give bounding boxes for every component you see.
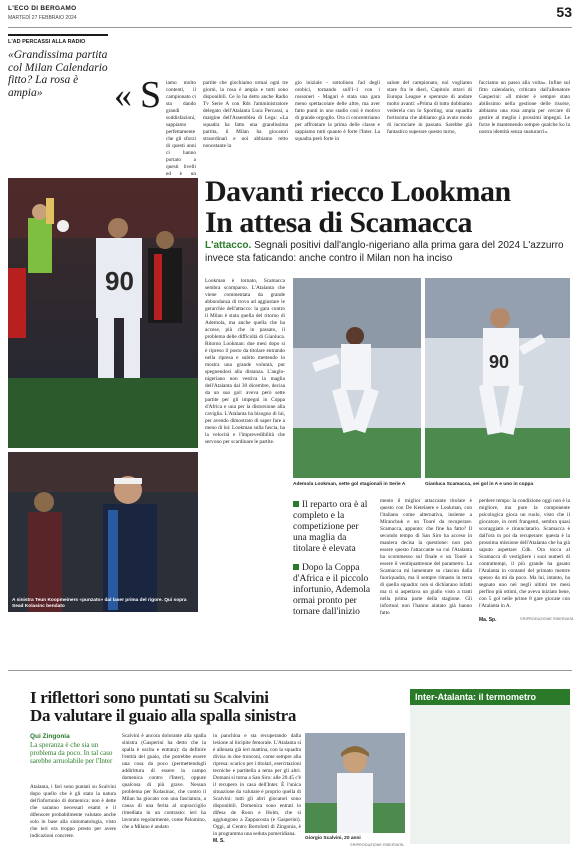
kolasinac-photo <box>8 452 198 612</box>
scalvini-photo-illustration <box>305 733 405 833</box>
bottom-byline: Qui Zingonia <box>30 733 70 740</box>
scalvini-photo <box>305 733 405 833</box>
standfirst <box>205 240 570 265</box>
bottom-headline <box>30 689 300 725</box>
pullquote-2 <box>293 563 373 618</box>
main-column-3: mento il miglior attaccante titolare è questo con De Ketelaere e Lookman, con l'italiano come alternativa, insieme a Miranchuk e un Touré da recuperare. Scamacca, appunto: che fine ha fatto? Il secondo tempo di San Siro ha acceso in maniera decisa la questione: non può essere questo l'attaccante su cui l'Atalanta ha scommesso sul finale e un Touré a essere il ventiquattrenne del parametro. La Scamacca mi lamentare su ciascun dalla fuoriquadra, ma il sempre rimasto in terra di quella squadra: non si dichiarano infatti ma ci si aspettava un giallo visto a tratti nella prima parte della stagione. Gli infortuni non l'hanno aiutato già hanno fatto <box>380 498 472 616</box>
main-headline-line-2: In attesa di Scamacca <box>205 206 472 239</box>
scalvini-caption: Giorgio Scalvini, 20 anni <box>305 836 361 841</box>
radio-sidebar <box>8 34 108 169</box>
match-preview-title: Inter-Atalanta: il termometro <box>410 689 570 705</box>
radio-column-5: facciamo un passo alla volta». Infine sul fitto calendario, criticato dall'allenatore Gasperini: «Il mister è sempre stato abilissimo nella gestione delle risorse, abbiamo una rosa ampia per cercare di gestire al meglio i prossimi impegni. Le forze le mantenendo sempre qualche ko la nostra identità senza snaturarci». <box>479 80 570 135</box>
lookman-caption: Ademola Lookman, sette gol stagionali in Serie A <box>293 482 406 487</box>
bottom-subhead: La speranza è che sia un problema da poco. In tal caso sarebbe arruolabile per l'Inter <box>30 741 113 766</box>
pullquote-bullet-icon <box>293 501 299 507</box>
radio-column-4: salute del campionato, noi vogliamo stare fra le dieci, Capitolo ottavi di Europa League e speranze di andare molto avanti: «Prima di tutto dobbiamo vederela con lo Sporting, una squadra fortissima che abbiamo già avuto modo di incrociare in passato. Sarebbe già fantastico superare questo turno, <box>387 80 472 135</box>
radio-column-1: iamo molto contenti, il campionato ci sta dando grandi soddisfazioni, sappiamo perfettamente che gli sforzi di questi anni ci hanno portato a questi livelli ed è un <box>166 80 196 177</box>
scamacca-photo <box>425 278 570 478</box>
pullquote-1-text: Il reparto ora è al completo e la competizione per una maglia da titolare è elevata <box>293 500 368 554</box>
main-column-1: Lookman è tornato, Scamacca sembra scomparso. L'Atalanta che viene commentata da grande abbondanza di trova ad aggiustare le gerarchie dell'attacco: la gara contro il Milan è stata quella del ritorno di Ademola, ma anche quella che ha accese, più che in passato, il problema delle difficoltà di Gianluca. Ritorno Lookman: due mesi dopo si è ripreso il posto da titolare entrando nella ripresa e subito mettendo in mostra una grande voluntà, pur spegnendosi alla distanza. L'anglo-nigeriano non vestiva la maglia dell'Atalanta dal 30 dicembre, decisa da un suo gol: aveva però sette partite per gli impegni in Coppa d'Africa e una per la distorsione alla caviglia. L'Atalanta ha bisogno di lui, per avendo dimostrato di saper fare a meno di lui: Lookman sulla fascia, ha la velocità e l'imprevedibilità che servono per scardinare le partite. <box>205 278 285 445</box>
pullquote-1 <box>293 500 373 555</box>
scamacca-caption: Gianluca Scamacca, sei gol in A e uno in coppa <box>425 482 534 487</box>
standfirst-text: Segnali positivi dall'anglo-nigeriano alla prima gara del 2024 L'azzurro invece sta faticando: anche contro il Milan non ha inciso <box>205 240 564 264</box>
radio-column-2: partite che giochiamo ormai ogni tre giorni, la rosa è ampia e tutti sono disponibili. Ce lo ha detto anche Radio Tv Serie A con Rds l'amministratore delegato dell'Atalanta Luca Percassi, a margine dell'Assemblea di Lega: «La squadra ha fatto una grandissima partita, il Milan ha giocatori straordinari e noi abbiamo retto nonostante la <box>203 80 288 149</box>
lookman-photo <box>293 278 421 478</box>
pullquote-bullet-icon <box>293 564 299 570</box>
lookman-photo-illustration <box>293 278 421 478</box>
radio-column-3: gio iniziale - sottolinea l'ad degli orobici, tornando sull'1-1 con i rossoneri - Magari è stata una gara meno spettacolare delle altre, ma aver fatto punti in uno stadio così è motivo di grande orgoglio. Ora ci concentriamo per affrontare la prima delle classe e sappiamo tutti quanto è forte l'Inter. La squadra però forte in <box>295 80 380 142</box>
main-signature: Ma. Sp. <box>479 617 497 623</box>
main-headline <box>205 176 570 238</box>
section-divider <box>8 670 572 671</box>
main-headline-line-1: Davanti riecco Lookman <box>205 175 511 208</box>
koopmeiners-photo <box>8 178 198 448</box>
kolasinac-photo-illustration <box>8 452 198 612</box>
pullquote-2-text: Dopo la Coppa d'Africa e il piccolo infortunio, Ademola ormai pronto per tornare dall'inizio <box>293 563 371 617</box>
bottom-headline-line-1: I riflettori sono puntati su Scalvini <box>30 688 269 707</box>
koopmeiners-photo-illustration <box>8 178 198 448</box>
page-number: 53 <box>556 4 572 20</box>
bottom-column-2: Scalvini è ancora dolorante alla spalla sinistra (Gasperini ha detto che la spalla è uscita e entrata): da definire l'entità del guaio, che potrebbe essere una cosa da poco (permettendogli addirittura di essere in campo domenica contro l'Inter), oppure qualcosa di più grave. Nessun problema per Kolasinac, che contro il Milan ha giocato con una fasciatura, a causa di una ferita al sopracciglio rimediata in un contrasto: ieri ha lavorato regolarmente, come Palomino, che a Milano è andato <box>122 733 206 830</box>
bottom-copyright: ©RIPRODUZIONE RISERVATA <box>350 843 404 847</box>
match-preview-box <box>410 689 570 844</box>
bottom-column-3: in panchina e sta recuperando dalla lesione al bicipite femorale. L'Atalanta si è allenata già ieri mattina, con la squadra divisa in due tronconi, come sempre alla ripresa: scarico per i titolari, esercitazioni tecniche e partitella a tema per gli altri. Domani si torna a San Siro: alle 20.45 c'è il recupero in casa dell'Inter. È l'unica situazione da valutare è proprio quella di Scalvini: tutti gli altri giocatori sono disponibili. Domenica sono entrati in difesa de Roon e Holm, che si aggiungono a Zappacosta (e Gasperini). Oggi, al Centro Bortolotti di Zingonia, è in programma una seduta pomeridiana. <box>213 733 301 837</box>
bottom-headline-line-2: Da valutare il guaio alla spalla sinistra <box>30 706 297 725</box>
svg-text:90: 90 <box>489 352 510 372</box>
issue-date: MARTEDÌ 27 FEBBRAIO 2024 <box>8 15 77 21</box>
bottom-column-1: Atalanta, i fari sono puntati su Scalvini dopo quello che è gli stato la natura dell'infortunio di domenica: non è dette che saranno necessari esami e il difensore probabilmente valutato anche solo in base alla sintomatologia, visto che ieri era troppo presto per avere indicazioni concrete. <box>30 784 116 839</box>
main-column-4: perdere tempo: la condizione oggi non è la migliore, ma pure la componente psicologica gioca un ruolo, visto che il giocatore, in certi frangenti, sembra quasi scoraggiato e rinunciatario. Scamacca è dall'ora in poi da recuperare: questa è la prossima missione dell'Atalanta che ha già saputo aspettare Cdk. Ora tocca al Scamacca di vestigliere i suoi numeri di contrattempi, il più grande ha gasato l'Atalanta in contanti del primato mentre spesso da mi da poco. Ma lui, intanto, ha segnato uno nei negli ultimi tre mesi perfino più ottimi, che aveva iniziato bene, con 5 gol nelle prime 8 gare giocate con l'Atalanta in A. <box>479 498 570 609</box>
svg-text:90: 90 <box>105 266 134 296</box>
standfirst-lead: L'attacco. <box>205 240 252 251</box>
bottom-signature: M. S. <box>213 838 225 844</box>
scamacca-photo-illustration <box>425 278 570 478</box>
quote-mark-icon: « <box>114 75 132 115</box>
radio-headline: «Grandissima partita col Milan Calendario fitto? La rosa è ampia» <box>8 49 108 99</box>
koopmeiners-kolasinac-caption: A sinistra Teun Koopmeiners «punzato» dal laser prima del rigore. Qui sopra Sead Kolasinc bendato <box>12 598 187 609</box>
masthead <box>8 4 572 28</box>
main-copyright: ©RIPRODUZIONE RISERVATA <box>520 617 574 621</box>
radio-kicker: L'AD PERCASSI ALLA RADIO <box>8 34 108 45</box>
newspaper-name: L'ECO DI BERGAMO <box>8 5 77 12</box>
dropcap: S <box>140 74 162 116</box>
